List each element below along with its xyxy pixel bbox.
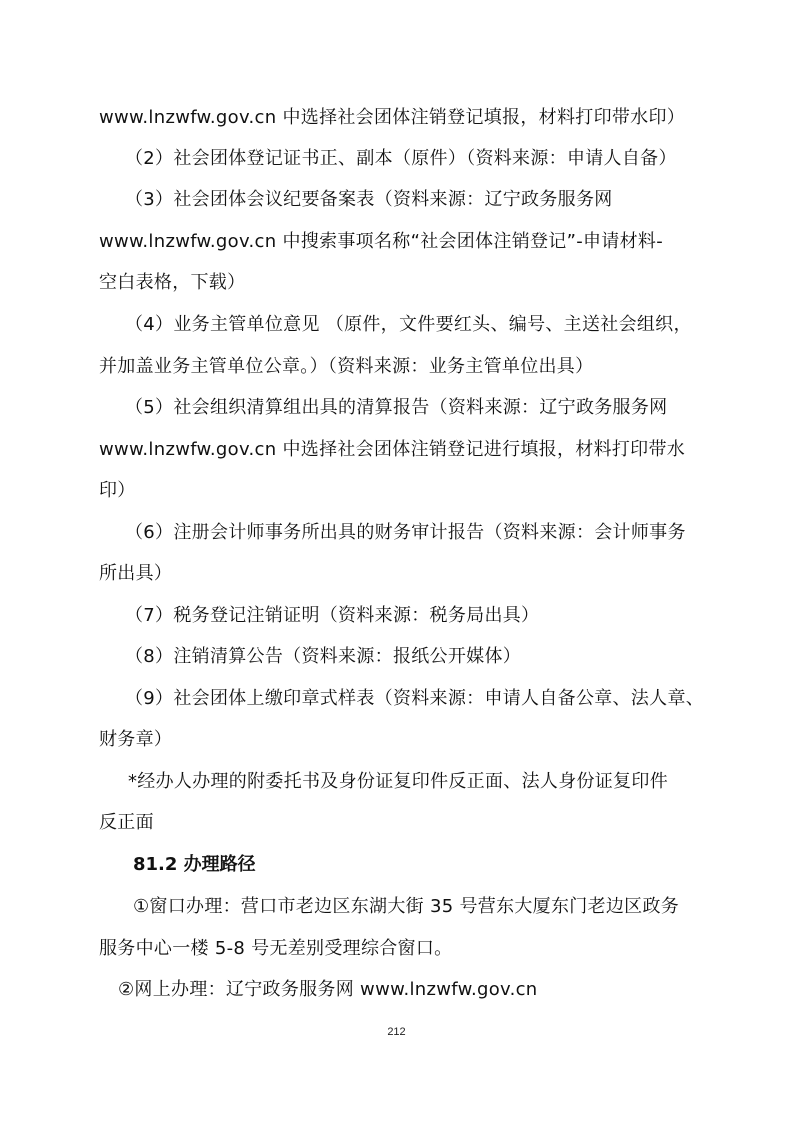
list-item-9: （9）社会团体上缴印章式样表（资料来源：申请人自备公章、法人章、 xyxy=(125,688,705,709)
list-item-2: （2）社会团体登记证书正、副本（原件）（资料来源：申请人自备） xyxy=(125,148,677,169)
list-item-4: （4）业务主管单位意见 （原件，文件要红头、编号、主送社会组织， xyxy=(125,314,692,335)
text-line: www.lnzwfw.gov.cn 中选择社会团体注销登记填报，材料打印带水印） xyxy=(99,107,686,128)
text-line: 反正面 xyxy=(99,812,154,833)
path-window: ①窗口办理：营口市老边区东湖大街 35 号营东大厦东门老边区政务 xyxy=(133,896,680,917)
text-line: 财务章） xyxy=(99,729,173,750)
text-line: 印） xyxy=(99,480,136,501)
note-line: *经办人办理的附委托书及身份证复印件反正面、法人身份证复印件 xyxy=(128,771,668,792)
section-heading: 81.2 办理路径 xyxy=(133,854,256,875)
page-number: 212 xyxy=(387,1026,406,1038)
list-item-7: （7）税务登记注销证明（资料来源：税务局出具） xyxy=(125,605,540,626)
text-line: 空白表格，下载） xyxy=(99,272,246,293)
text-line: 服务中心一楼 5-8 号无差别受理综合窗口。 xyxy=(99,938,453,959)
text-line: www.lnzwfw.gov.cn 中搜索事项名称“社会团体注销登记”-申请材料- xyxy=(99,231,664,252)
text-line: 并加盖业务主管单位公章。）（资料来源：业务主管单位出具） xyxy=(99,356,594,377)
list-item-5: （5）社会组织清算组出具的清算报告（资料来源：辽宁政务服务网 xyxy=(125,397,668,418)
list-item-3: （3）社会团体会议纪要备案表（资料来源：辽宁政务服务网 xyxy=(125,189,613,210)
list-item-8: （8）注销清算公告（资料来源：报纸公开媒体） xyxy=(125,646,522,667)
list-item-6: （6）注册会计师事务所出具的财务审计报告（资料来源：会计师事务 xyxy=(125,522,686,543)
path-online: ②网上办理：辽宁政务服务网 www.lnzwfw.gov.cn xyxy=(118,979,538,1000)
text-line: www.lnzwfw.gov.cn 中选择社会团体注销登记进行填报，材料打印带水 xyxy=(99,439,686,460)
text-line: 所出具） xyxy=(99,563,173,584)
